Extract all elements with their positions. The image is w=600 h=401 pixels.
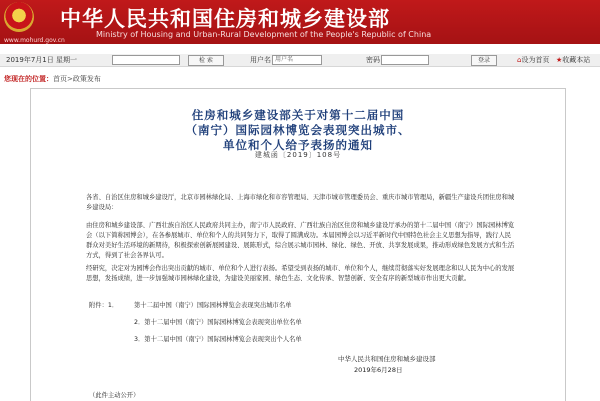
login-button[interactable]: 登录 xyxy=(471,55,497,66)
breadcrumb-separator: > xyxy=(67,75,73,83)
document-date: 2019年6月28日 xyxy=(354,366,403,374)
document-title-line: 单位和个人给予表扬的通知 xyxy=(223,138,373,152)
document-paragraph: 各省、自治区住房和城乡建设厅，北京市园林绿化局、上海市绿化和市容管理局、天津市城市管理委员会、重庆市城市管理局，新疆生产建设兵团住房和城乡建设局： xyxy=(86,194,515,211)
document-signature: 中华人民共和国住房和城乡建设部 xyxy=(338,355,436,363)
document-title-line: 住房和城乡建设部关于对第十二届中国 xyxy=(191,108,405,122)
breadcrumb-current-link[interactable]: 政策发布 xyxy=(72,75,101,83)
password-label: 密码 xyxy=(366,56,380,64)
set-homepage-label: 设为首页 xyxy=(521,56,550,64)
document-title-line: （南宁）国际园林博览会表现突出城市、 xyxy=(185,123,411,137)
star-icon: ★ xyxy=(556,56,563,64)
current-date: 2019年7月1日 星期一 xyxy=(6,56,77,64)
breadcrumb xyxy=(4,74,101,84)
add-favorite-link[interactable] xyxy=(556,55,590,65)
password-field[interactable] xyxy=(381,55,429,65)
attachment-item: 第十二届中国（南宁）国际园林博览会表现突出城市名单 xyxy=(134,302,292,309)
site-subtitle: Ministry of Housing and Urban-Rural Development of the People's Republic of China xyxy=(96,30,432,39)
search-button[interactable]: 检 索 xyxy=(188,55,224,66)
breadcrumb-home-link[interactable]: 首页 xyxy=(53,75,67,83)
breadcrumb-label: 您现在的位置： xyxy=(4,75,53,83)
document-number: 建城函〔2019〕108号 xyxy=(254,151,342,159)
username-label: 用户名 xyxy=(250,56,271,64)
add-favorite-label: 收藏本站 xyxy=(562,56,591,64)
site-header xyxy=(0,0,600,44)
document-panel xyxy=(30,88,566,401)
site-domain: www.mohurd.gov.cn xyxy=(4,37,65,44)
home-icon: ⌂ xyxy=(517,56,522,64)
site-title: 中华人民共和国住房和城乡建设部 xyxy=(60,7,390,31)
toolbar xyxy=(0,54,600,67)
username-field[interactable]: 用户名 xyxy=(272,55,322,65)
search-input[interactable] xyxy=(112,55,180,65)
attachment-item: 3．第十二届中国（南宁）国际园林博览会表现突出个人名单 xyxy=(134,336,302,343)
document-paragraph: 经研究，决定对为园博会作出突出贡献的城市、单位和个人进行表扬。希望受到表扬的城市、单位和个人，继续贯彻落实好发展理念和以人民为中心的发展思想，发扬成绩，进一步加强城市园林绿化建设，为建设美丽家园、绿色生态、文化传承、智慧创新、安全有序的新型城市作出更大贡献。 xyxy=(86,265,515,282)
document-paragraph: 由住房和城乡建设部、广西壮族自治区人民政府共同主办，南宁市人民政府、广西壮族自治区住房和城乡建设厅承办的第十二届中国（南宁）国际园林博览会（以下简称园博会），在各参展城市、单位和个人的共同努力下，取得了圆满成功。本届园博会以习近平新时代中国特色社会主义思想为指导，践行人民群众对美好生活环境的新期待，积极探索创新展园建设、展陈形式，综合展示城市园林、绿化、绿色、开放、共享发展成果，推动形成绿色发展方式和生活方式，得到了社会各界认可。 xyxy=(86,222,515,259)
set-homepage-link[interactable] xyxy=(517,55,549,65)
national-emblem-icon xyxy=(4,2,34,32)
attachments-label: 附件：1． xyxy=(89,302,119,309)
attachment-item: 2．第十二届中国（南宁）国际园林博览会表现突出单位名单 xyxy=(134,319,302,326)
document-footnote: （此件主动公开） xyxy=(89,392,140,399)
